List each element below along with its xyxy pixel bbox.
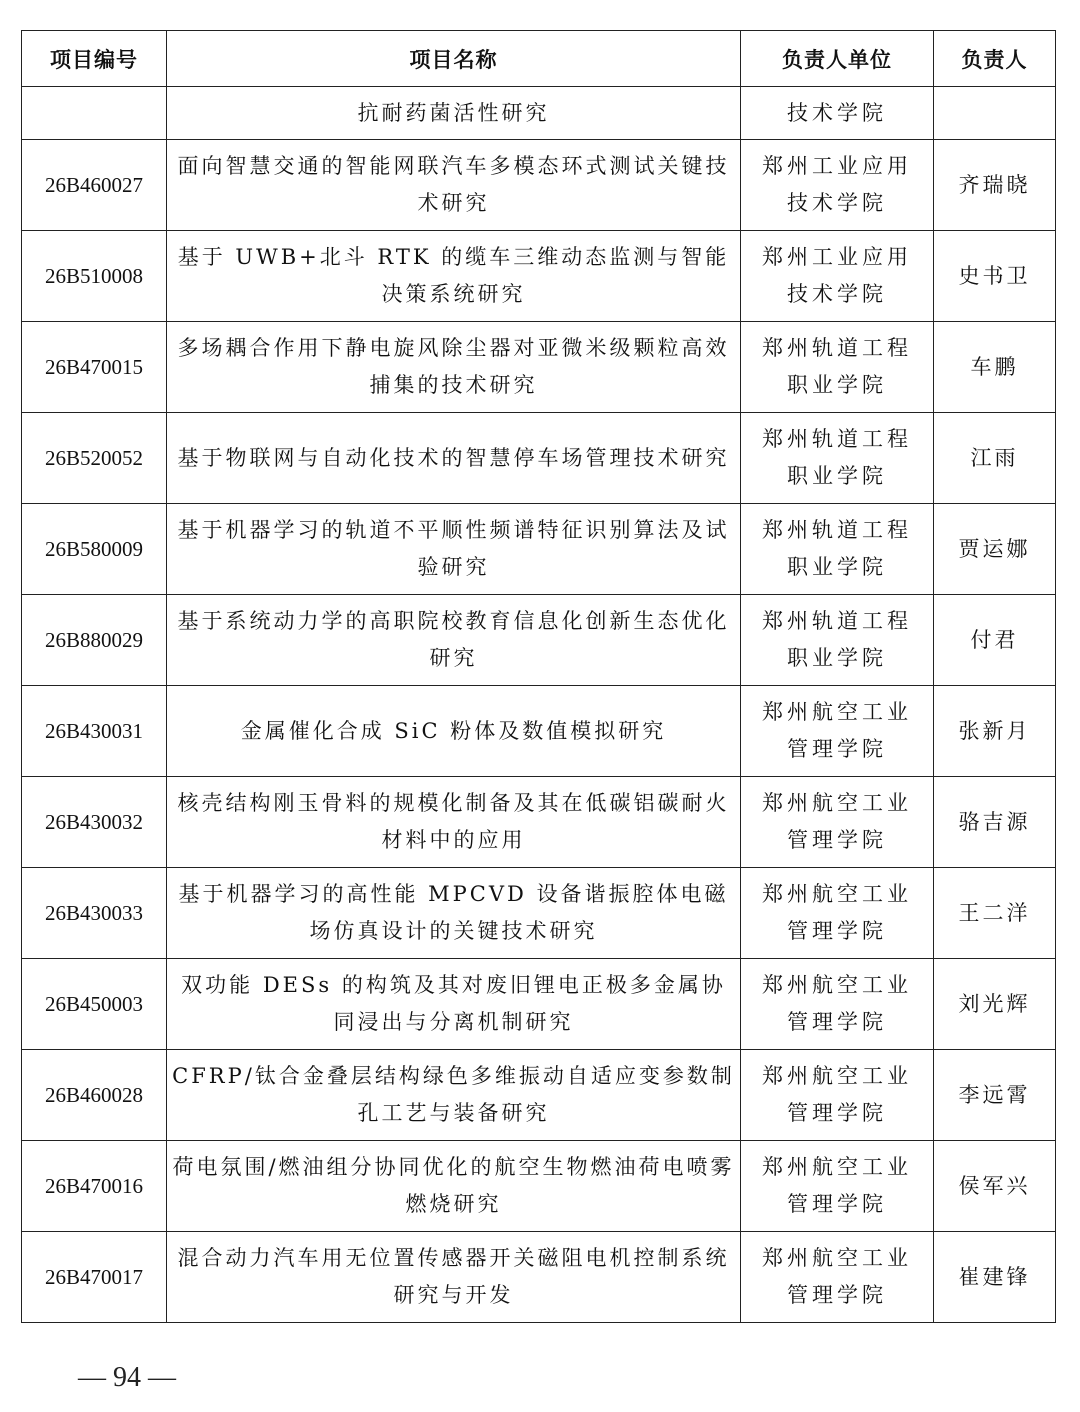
table-row [22,140,1056,231]
header-row [22,31,1056,87]
header-responsible-person: 负责人 [934,31,1056,87]
responsible-unit-cell [741,595,934,686]
responsible-unit-cell [741,504,934,595]
project-name-cell: 核壳结构刚玉骨料的规模化制备及其在低碳铝碳耐火材料中的应用 [167,777,741,868]
responsible-unit-cell [741,322,934,413]
responsible-person-cell: 王二洋 [934,868,1056,959]
responsible-unit-text: 郑州航空工业管理学院 [762,700,912,761]
table-row [22,1050,1056,1141]
project-id-cell: 26B430032 [22,777,167,868]
project-name-cell: 基于 UWB+北斗 RTK 的缆车三维动态监测与智能决策系统研究 [167,231,741,322]
project-id-cell: 26B430033 [22,868,167,959]
project-id-cell: 26B460027 [22,140,167,231]
responsible-unit-text: 郑州航空工业管理学院 [762,973,912,1034]
header-project-id: 项目编号 [22,31,167,87]
project-name-cell: 基于系统动力学的高职院校教育信息化创新生态优化研究 [167,595,741,686]
project-name-cell: 多场耦合作用下静电旋风除尘器对亚微米级颗粒高效捕集的技术研究 [167,322,741,413]
responsible-unit-cell [741,87,934,140]
responsible-unit-cell [741,959,934,1050]
responsible-person-cell: 刘光辉 [934,959,1056,1050]
table-row [22,1141,1056,1232]
project-id-cell: 26B470015 [22,322,167,413]
project-name-cell: 混合动力汽车用无位置传感器开关磁阻电机控制系统研究与开发 [167,1232,741,1323]
responsible-unit-text: 郑州航空工业管理学院 [762,1246,912,1307]
responsible-unit-cell [741,1232,934,1323]
table-row [22,959,1056,1050]
project-id-cell: 26B880029 [22,595,167,686]
responsible-unit-text: 郑州工业应用技术学院 [762,245,912,306]
table-row [22,231,1056,322]
responsible-unit-cell [741,231,934,322]
responsible-person-cell: 江雨 [934,413,1056,504]
project-id-cell: 26B520052 [22,413,167,504]
responsible-unit-text: 郑州航空工业管理学院 [762,882,912,943]
responsible-person-cell: 车鹏 [934,322,1056,413]
header-responsible-unit: 负责人单位 [741,31,934,87]
table-row [22,87,1056,140]
table-row [22,868,1056,959]
responsible-unit-text: 郑州轨道工程职业学院 [762,518,912,579]
project-name-cell: 金属催化合成 SiC 粉体及数值模拟研究 [167,686,741,777]
responsible-unit-cell [741,1050,934,1141]
project-name-cell: 双功能 DESs 的构筑及其对废旧锂电正极多金属协同浸出与分离机制研究 [167,959,741,1050]
responsible-unit-text: 技术学院 [787,100,887,125]
project-name-cell: 基于机器学习的高性能 MPCVD 设备谐振腔体电磁场仿真设计的关键技术研究 [167,868,741,959]
project-id-cell: 26B470016 [22,1141,167,1232]
responsible-unit-text: 郑州轨道工程职业学院 [762,427,912,488]
table-row [22,777,1056,868]
project-name-cell: 抗耐药菌活性研究 [167,87,741,140]
page-number: — 94 — [78,1362,176,1393]
table-row [22,504,1056,595]
table-body [22,87,1056,1323]
responsible-unit-text: 郑州轨道工程职业学院 [762,336,912,397]
project-table [21,30,1056,1323]
responsible-person-cell: 贾运娜 [934,504,1056,595]
project-id-cell: 26B460028 [22,1050,167,1141]
responsible-unit-cell [741,868,934,959]
responsible-unit-cell [741,1141,934,1232]
responsible-unit-cell [741,140,934,231]
project-name-cell: 基于物联网与自动化技术的智慧停车场管理技术研究 [167,413,741,504]
project-id-cell [22,87,167,140]
project-id-cell: 26B450003 [22,959,167,1050]
table-row [22,413,1056,504]
responsible-person-cell: 骆吉源 [934,777,1056,868]
project-name-cell: 荷电氛围/燃油组分协同优化的航空生物燃油荷电喷雾燃烧研究 [167,1141,741,1232]
responsible-person-cell [934,87,1056,140]
project-id-cell: 26B430031 [22,686,167,777]
responsible-person-cell: 李远霄 [934,1050,1056,1141]
header-project-name: 项目名称 [167,31,741,87]
responsible-unit-cell [741,686,934,777]
table-row [22,322,1056,413]
responsible-unit-text: 郑州航空工业管理学院 [762,791,912,852]
responsible-unit-cell [741,777,934,868]
project-id-cell: 26B470017 [22,1232,167,1323]
responsible-unit-text: 郑州工业应用技术学院 [762,154,912,215]
table-header [22,31,1056,87]
responsible-person-cell: 齐瑞晓 [934,140,1056,231]
table-row [22,1232,1056,1323]
project-id-cell: 26B510008 [22,231,167,322]
responsible-person-cell: 付君 [934,595,1056,686]
project-name-cell: 面向智慧交通的智能网联汽车多模态环式测试关键技术研究 [167,140,741,231]
project-name-cell: CFRP/钛合金叠层结构绿色多维振动自适应变参数制孔工艺与装备研究 [167,1050,741,1141]
project-name-cell: 基于机器学习的轨道不平顺性频谱特征识别算法及试验研究 [167,504,741,595]
responsible-unit-text: 郑州轨道工程职业学院 [762,609,912,670]
responsible-person-cell: 崔建锋 [934,1232,1056,1323]
project-id-cell: 26B580009 [22,504,167,595]
responsible-person-cell: 张新月 [934,686,1056,777]
responsible-unit-text: 郑州航空工业管理学院 [762,1155,912,1216]
responsible-person-cell: 史书卫 [934,231,1056,322]
table-row [22,595,1056,686]
responsible-person-cell: 侯军兴 [934,1141,1056,1232]
table-row [22,686,1056,777]
responsible-unit-text: 郑州航空工业管理学院 [762,1064,912,1125]
responsible-unit-cell [741,413,934,504]
